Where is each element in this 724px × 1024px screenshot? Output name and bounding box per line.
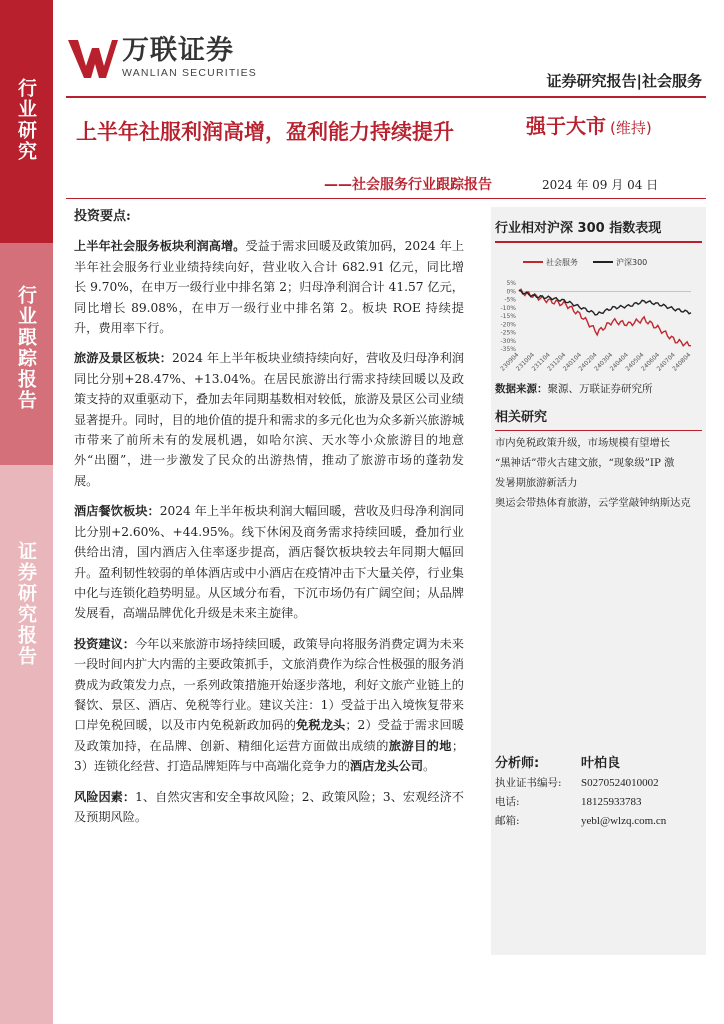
cert-row	[495, 773, 693, 792]
y-tick-label: -10%	[500, 304, 516, 312]
x-tick-label: 240104	[561, 350, 583, 373]
sidebar-section-tracking-report	[0, 243, 53, 465]
x-tick-label: 230904	[499, 350, 521, 373]
chart-title: 行业相对沪深 300 指数表现	[495, 221, 662, 236]
relative-performance-chart	[495, 249, 702, 375]
data-source-label: 数据来源：	[495, 382, 548, 395]
advice-text: ；3）连锁化经营、打造品牌矩阵与中高端化竞争力的	[74, 738, 464, 774]
report-date: 2024 年 09 月 04 日	[542, 178, 659, 192]
paragraph-lead: 投资建议：	[74, 636, 135, 651]
x-tick-label: 240804	[671, 350, 693, 373]
email-address[interactable]: yebl@wlzq.com.cn	[581, 814, 667, 827]
advice-text: 。	[423, 759, 436, 774]
cert-number: S0270524010002	[581, 776, 659, 789]
report-category: 证券研究报告|社会服务	[546, 72, 702, 90]
y-tick-label: -15%	[500, 312, 516, 320]
phone-number: 18125933783	[581, 795, 642, 808]
logo-english-name: WANLIAN SECURITIES	[122, 67, 257, 79]
analyst-label: 分析师:	[495, 755, 540, 771]
x-tick-label: 240604	[639, 350, 662, 373]
phone-row	[495, 792, 693, 811]
x-tick-label: 240504	[624, 350, 646, 373]
related-research-item[interactable]: 发暑期旅游新活力	[495, 476, 578, 489]
left-sidebar	[0, 0, 53, 1024]
y-tick-label: -25%	[500, 329, 516, 336]
related-research-list	[495, 433, 702, 513]
related-research-title: 相关研究	[495, 409, 548, 425]
rating	[526, 110, 652, 139]
company-logo	[66, 36, 257, 80]
analyst-name: 叶柏良	[581, 755, 621, 771]
sidebar-label-industry-research: 行业研究	[15, 78, 37, 162]
paragraph-lead: 上半年社会服务板块利润高增。	[74, 239, 246, 254]
email-row	[495, 811, 693, 830]
sidebar-label-tracking-report: 行业跟踪报告	[15, 285, 37, 411]
cert-label: 执业证书编号:	[495, 777, 562, 789]
paragraph-lead: 风险因素：	[74, 789, 136, 804]
data-source	[495, 381, 702, 396]
x-tick-label: 240204	[577, 350, 599, 373]
sidebar-section-industry-research	[0, 0, 53, 243]
legend-label: 沪深300	[616, 257, 648, 267]
advice-text: ；2）受益于需求回暖及政策加持，在品牌、创新、精细化运营方面做出成绩的	[74, 718, 464, 753]
chart-title-divider	[495, 241, 702, 243]
legend-label: 社会服务	[546, 257, 578, 267]
sidebar-label-securities-report: 证券研究报告	[15, 541, 37, 667]
y-tick-label: -5%	[504, 296, 516, 303]
paragraph-advice	[74, 634, 464, 777]
advice-highlight: 免税龙头	[296, 718, 346, 733]
related-research-item[interactable]: 市内免税政策升级，市场规模有望增长	[495, 436, 671, 449]
rating-note: (维持)	[610, 119, 652, 137]
email-label: 邮箱:	[495, 815, 520, 827]
related-research-item[interactable]: 奥运会带热体育旅游，云学堂敲钟纳斯达克	[495, 496, 691, 509]
y-tick-label: 0%	[506, 287, 516, 295]
data-source-text: 聚源、万联证券研究所	[547, 382, 653, 395]
logo-chinese-name: 万联证券	[122, 35, 234, 66]
phone-label: 电话:	[495, 796, 520, 808]
paragraph-body: 1、自然灾害和安全事故风险；2、政策风险；3、宏观经济不及预期风险。	[74, 789, 464, 824]
paragraph-lead: 酒店餐饮板块：	[74, 504, 160, 519]
paragraph-overview	[74, 236, 464, 338]
related-research-divider	[495, 430, 702, 431]
chart-svg	[495, 249, 702, 375]
paragraph-risk	[74, 787, 464, 828]
paragraph-tourism	[74, 348, 464, 491]
y-tick-label: -35%	[500, 345, 516, 353]
series-line-csi300	[519, 290, 691, 315]
x-tick-label: 240404	[608, 350, 630, 373]
paragraph-hotel	[74, 501, 464, 623]
x-tick-label: 231004	[514, 350, 537, 373]
y-tick-label: -20%	[500, 320, 516, 328]
paragraph-body: 受益于需求回暖及政策加码，2024 年上半年社会服务行业业绩持续向好，营业收入合计 682.91 亿元，同比增长 9.70%，在申万一级行业中排名第 2；归母净利润合计 41.57 亿元，同比增长 89.08%，在申万一级行业中排名第 2。板块 ROE 持续提升，费用率下行。	[74, 239, 465, 336]
section-heading: 投资要点:	[74, 209, 131, 224]
investment-highlights	[74, 207, 464, 837]
x-tick-label: 231104	[530, 350, 552, 373]
right-panel	[491, 207, 706, 955]
advice-highlight: 旅游目的地	[388, 738, 452, 753]
analyst-info	[495, 749, 693, 830]
title-divider	[66, 198, 706, 199]
rating-value: 强于大市	[526, 114, 606, 138]
advice-highlight: 酒店龙头公司	[349, 759, 424, 774]
paragraph-body: 2024 年上半年板块利润大幅回暖，营收及归母净利润同比分别+2.60%、+44.95%。线下休闲及商务需求持续回暖，叠加行业供给出清，国内酒店入住率逐步提高，酒店餐饮板块较去年同期大幅回升。盈利韧性较弱的单体酒店或中小酒店在疫情冲击下大量关停，行业集中化与连锁化趋势明显。从区域分布看，下沉市场仍有广阔空间；从品牌发展看，高端品牌优化升级是未来主旋律。	[74, 504, 465, 621]
sidebar-section-securities-report	[0, 465, 53, 1024]
y-tick-label: -30%	[500, 337, 516, 345]
x-tick-label: 240304	[593, 350, 615, 373]
header-divider	[66, 96, 706, 98]
x-tick-label: 240704	[655, 350, 677, 373]
report-title: 上半年社服利润高增，盈利能力持续提升	[76, 120, 454, 144]
paragraph-lead: 旅游及景区板块：	[74, 351, 172, 366]
paragraph-body: 2024 年上半年板块业绩持续向好，营收及归母净利润同比分别+28.47%、+13.04%。在居民旅游出行需求持续回暖以及政策支持的双重驱动下，叠加去年同期基数相对较低，旅游及景区公司业绩显著提升。同时，目的地价值的提升和需求的多元化也为众多新兴旅游城市带来了前所未有的发展机遇，如哈尔滨、天水等小众旅游目的地意外“出圈”，进一步激发了民众的出游热情，推动了旅游市场的蓬勃发展。	[74, 351, 465, 488]
report-subtitle: ——社会服务行业跟踪报告	[324, 177, 492, 193]
wanlian-logo-icon	[66, 36, 118, 80]
advice-text: 今年以来旅游市场持续回暖，政策导向将服务消费定调为未来一段时间内扩大内需的主要政策抓手，文旅消费作为综合性极强的服务消费成为政策发力点，一系列政策措施开始逐步落地，利好文旅产业链上的餐饮、景区、酒店、免税等行业。建议关注：1）受益于出入境恢复带来口岸免税回暖，以及市内免税新政加码的	[74, 636, 464, 733]
x-tick-label: 231204	[546, 350, 568, 373]
related-research-item[interactable]: “黑神话”带火古建文旅，“现象级”IP 激	[495, 456, 675, 469]
analyst-row	[495, 749, 693, 773]
y-tick-label: 5%	[506, 279, 516, 287]
